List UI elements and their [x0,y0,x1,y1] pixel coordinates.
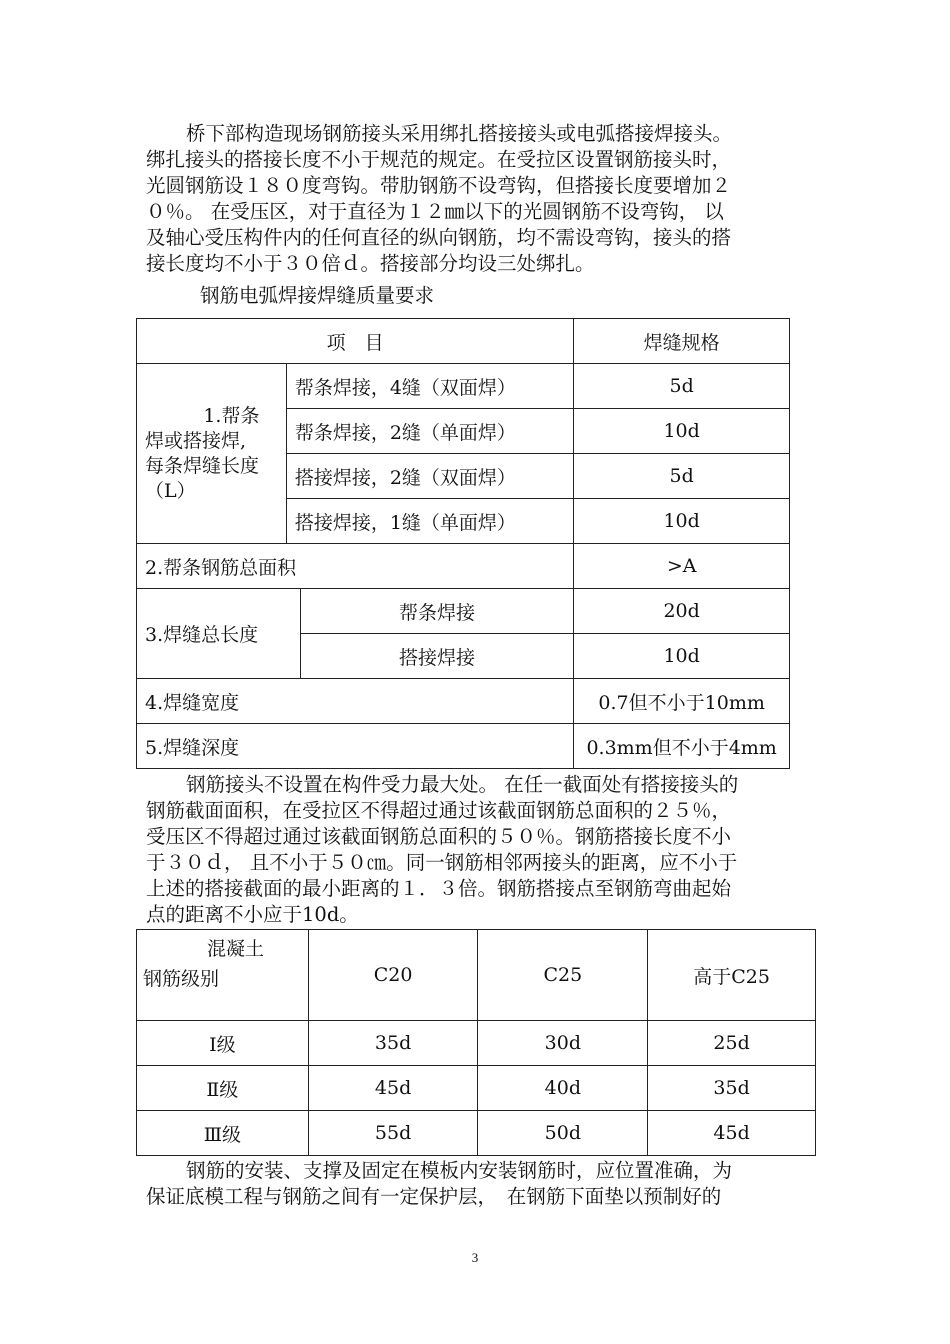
spec-value: 5d [574,454,790,499]
group3-label: 3.焊缝总长度 [137,589,301,679]
spec-value: 5d [574,364,790,409]
text-line: 接长度均不小于３０倍ｄ。搭接部分均设三处绑扎。 [146,252,595,275]
group1-label [137,364,287,544]
text-line: 上述的搭接截面的最小距离的１．３倍。钢筋搭接点至钢筋弯曲起始 [146,877,732,900]
table-row [137,589,790,634]
sub-item: 搭接焊接，2缝（双面焊） [286,454,573,499]
paragraph-rebar-installation [146,1158,814,1210]
table-row [137,544,790,589]
lap-length-table [136,929,816,1156]
group1-label-line: （L） [145,479,196,502]
table-row [137,1021,816,1066]
grade-label: Ⅲ级 [137,1111,309,1156]
item-label: 4.焊缝宽度 [137,679,574,724]
page-number: 3 [471,1250,479,1265]
table-header-row [137,930,816,1021]
text-line: 光圆钢筋设１８０度弯钩。带肋钢筋不设弯钩，但搭接长度要增加２ [146,174,732,197]
table-row [137,364,790,409]
header-item: 项 目 [137,319,574,364]
text-line: ０％。 在受压区，对于直径为１２㎜以下的光圆钢筋不设弯钩， 以 [146,200,724,223]
spec-value: >A [574,544,790,589]
sub-item: 帮条焊接，2缝（单面焊） [286,409,573,454]
table-caption: 钢筋电弧焊接焊缝质量要求 [200,284,435,307]
text-line: 保证底模工程与钢筋之间有一定保护层， 在钢筋下面垫以预制好的 [146,1185,722,1208]
column-header: 高于C25 [648,930,816,1021]
table-header-row [137,319,790,364]
table-row [137,1111,816,1156]
corner-bottom-label: 钢筋级别 [143,968,220,990]
table-cell: 35d [308,1021,478,1066]
text-line: 钢筋接头不设置在构件受力最大处。 在任一截面处有搭接接头的 [186,773,739,796]
corner-cell [137,930,309,1021]
table-cell: 45d [648,1111,816,1156]
weld-quality-table [136,318,790,769]
column-header: C25 [478,930,648,1021]
sub-item: 帮条焊接，4缝（双面焊） [286,364,573,409]
header-spec: 焊缝规格 [574,319,790,364]
paragraph-splice-location [146,772,814,928]
sub-item: 帮条焊接 [300,589,573,634]
spec-value: 20d [574,589,790,634]
table-cell: 30d [478,1021,648,1066]
table-cell: 35d [648,1066,816,1111]
spec-value: 0.3mm但不小于4mm [574,724,790,769]
text-line: 钢筋的安装、支撑及固定在模板内安装钢筋时，应位置准确，为 [186,1159,733,1182]
grade-label: Ⅱ级 [137,1066,309,1111]
text-line: 于３０ｄ， 且不小于５０㎝。同一钢筋相邻两接头的距离，应不小于 [146,851,738,874]
table-row [137,679,790,724]
group1-label-line: 1.帮条 [203,404,260,427]
table-cell: 55d [308,1111,478,1156]
paragraph-rebar-splicing [146,121,814,277]
table-row [137,724,790,769]
grade-label: Ⅰ级 [137,1021,309,1066]
column-header: C20 [308,930,478,1021]
table-cell: 50d [478,1111,648,1156]
group1-label-line: 焊或搭接焊, [145,429,247,452]
text-line: 绑扎接头的搭接长度不小于规范的规定。在受拉区设置钢筋接头时， [146,148,732,171]
item-label: 5.焊缝深度 [137,724,574,769]
sub-item: 搭接焊接 [300,634,573,679]
text-line: 及轴心受压构件内的任何直径的纵向钢筋，均不需设弯钩，接头的搭 [146,226,732,249]
group1-label-line: 每条焊缝长度 [145,454,260,477]
table-row [137,1066,816,1111]
spec-value: 0.7但不小于10mm [574,679,790,724]
spec-value: 10d [574,634,790,679]
table-cell: 45d [308,1066,478,1111]
spec-value: 10d [574,409,790,454]
text-line: 受压区不得超过通过该截面钢筋总面积的５０％。钢筋搭接长度不小 [146,825,732,848]
spec-value: 10d [574,499,790,544]
item-label: 2.帮条钢筋总面积 [137,544,574,589]
text-line: 钢筋截面面积，在受拉区不得超过通过该截面钢筋总面积的２５％， [146,799,732,822]
sub-item: 搭接焊接，1缝（单面焊） [286,499,573,544]
text-line: 桥下部构造现场钢筋接头采用绑扎搭接接头或电弧搭接焊接头。 [186,122,733,145]
text-line: 点的距离不小应于10d。 [146,903,359,926]
corner-top-label: 混凝土 [207,938,265,960]
table-cell: 25d [648,1021,816,1066]
table-cell: 40d [478,1066,648,1111]
